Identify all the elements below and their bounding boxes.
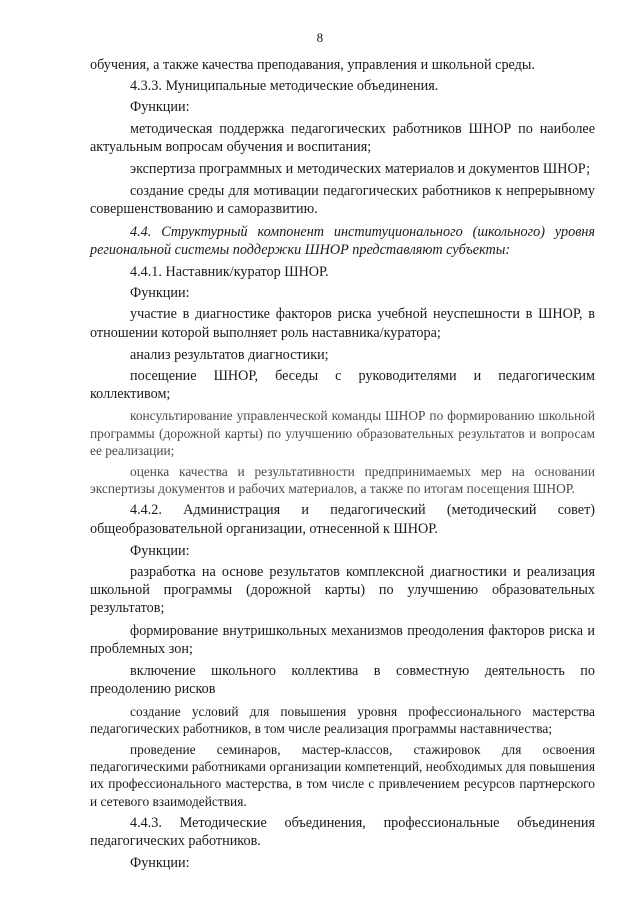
section-heading-4-3-3: 4.3.3. Муниципальные методические объединения. bbox=[130, 78, 439, 95]
functions-label: Функции: bbox=[130, 855, 190, 872]
functions-label: Функции: bbox=[130, 542, 190, 559]
section-heading-4-4-3: 4.4.3. Методические объединения, профессиональные объединения педагогических работников. bbox=[90, 814, 595, 849]
functions-label: Функции: bbox=[130, 285, 190, 302]
section-heading-4-4-1: 4.4.1. Наставник/куратор ШНОР. bbox=[130, 264, 329, 281]
paragraph: методическая поддержка педагогических работников ШНОР по наиболее актуальным вопросам обучения и воспитания; bbox=[90, 120, 595, 155]
paragraph: экспертиза программных и методических материалов и документов ШНОР; bbox=[130, 161, 591, 178]
paragraph: проведение семинаров, мастер-классов, стажировок для освоения педагогическими работниками организации компетенций, необходимых для повышения их профессионального мастерства, в том числе с привлечением ресурсов партнерского и сетевого взаимодействия. bbox=[90, 741, 595, 809]
paragraph: формирование внутришкольных механизмов преодоления факторов риска и проблемных зон; bbox=[90, 622, 595, 657]
paragraph: участие в диагностике факторов риска учебной неуспешности в ШНОР, в отношении которой выполняет роль наставника/куратора; bbox=[90, 306, 595, 341]
functions-label: Функции: bbox=[130, 99, 190, 116]
paragraph: включение школьного коллектива в совместную деятельность по преодолению рисков bbox=[90, 663, 595, 698]
paragraph: оценка качества и результативности предпринимаемых мер на основании экспертизы документов и рабочих материалов, а также по итогам посещения ШНОР. bbox=[90, 464, 595, 497]
paragraph: создание условий для повышения уровня профессионального мастерства педагогических работников, в том числе реализация программы наставничества; bbox=[90, 703, 595, 736]
paragraph: разработка на основе результатов комплексной диагностики и реализация школьной программы (дорожной карты) по улучшению образовательных результатов; bbox=[90, 564, 595, 617]
section-heading-4-4: 4.4. Структурный компонент институционального (школьного) уровня региональной системы поддержки ШНОР представляют субъекты: bbox=[90, 223, 595, 258]
paragraph: консультирование управленческой команды ШНОР по формированию школьной программы (дорожной карты) по улучшению образовательных результатов и вопросам ее реализации; bbox=[90, 408, 595, 458]
body-text bbox=[90, 56, 595, 875]
paragraph: создание среды для мотивации педагогических работников к непрерывному совершенствованию и саморазвитию. bbox=[90, 183, 595, 218]
paragraph: посещение ШНОР, беседы с руководителями и педагогическим коллективом; bbox=[90, 368, 595, 403]
paragraph: анализ результатов диагностики; bbox=[130, 346, 329, 363]
paragraph: обучения, а также качества преподавания, управления и школьной среды. bbox=[90, 57, 535, 73]
section-heading-4-4-2: 4.4.2. Администрация и педагогический (методический совет) общеобразовательной организации, отнесенной к ШНОР. bbox=[90, 502, 595, 537]
page-number: 8 bbox=[316, 30, 324, 45]
